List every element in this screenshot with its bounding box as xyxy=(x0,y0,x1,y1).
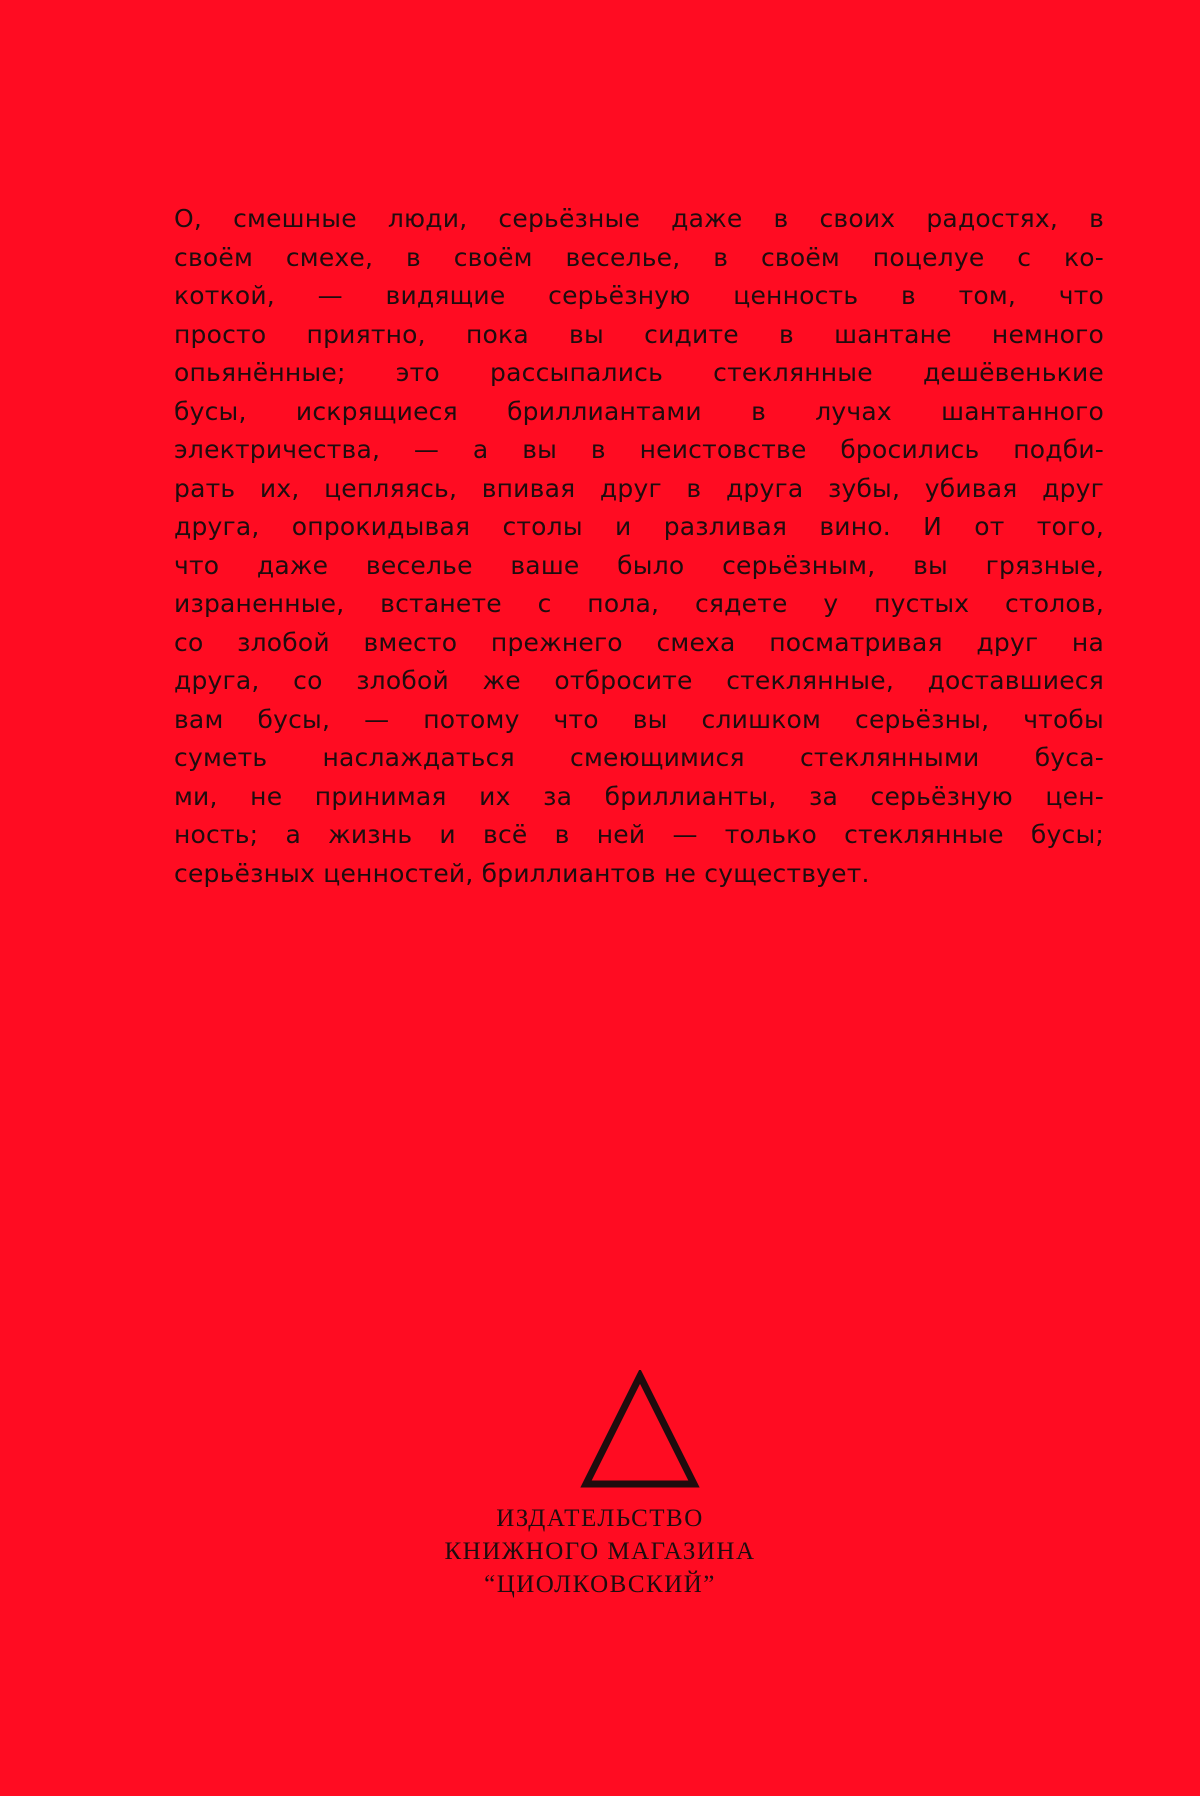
publisher-line: ИЗДАТЕЛЬСТВО xyxy=(496,1505,704,1532)
quote-line: израненные, встанете с пола, сядете у пустых столов, xyxy=(174,589,1104,618)
quote-line: ми, не принимая их за бриллианты, за серьёзную цен- xyxy=(174,781,1104,811)
quote-line: опьянённые; это рассыпались стеклянные дешёвенькие xyxy=(174,358,1104,387)
quote-line: коткой, — видящие серьёзную ценность в том, что xyxy=(174,281,1104,310)
quote-line: суметь наслаждаться смеющимися стеклянными буса- xyxy=(174,743,1104,772)
quote-line: просто приятно, пока вы сидите в шантане немного xyxy=(174,319,1104,349)
quote-line: друга, со злобой же отбросите стеклянные, доставшиеся xyxy=(174,666,1104,695)
quote-line: О, смешные люди, серьёзные даже в своих радостях, в xyxy=(174,204,1104,233)
quote-line: электричества, — а вы в неистовстве бросились подби- xyxy=(174,435,1104,464)
quote-line: серьёзных ценностей, бриллиантов не существует. xyxy=(174,858,870,888)
quote-line: что даже веселье ваше было серьёзным, вы грязные, xyxy=(174,550,1104,580)
quote-line: бусы, искрящиеся бриллиантами в лучах шантанного xyxy=(174,396,1104,426)
quote-line: ность; а жизнь и всё в ней — только стеклянные бусы; xyxy=(174,820,1104,849)
quote-text xyxy=(174,200,1104,893)
quote-line: вам бусы, — потому что вы слишком серьёзны, чтобы xyxy=(174,704,1104,734)
publisher-name: “ЦИОЛКОВСКИЙ” xyxy=(484,1571,716,1598)
quote-line: со злобой вместо прежнего смеха посматривая друг на xyxy=(174,627,1104,657)
quote-line: рать их, цепляясь, впивая друг в друга зубы, убивая друг xyxy=(174,473,1104,503)
triangle-logo-icon xyxy=(580,1370,700,1490)
publisher-line: КНИЖНОГО МАГАЗИНА xyxy=(444,1538,756,1565)
publisher-imprint xyxy=(350,1502,850,1601)
quote-line: друга, опрокидывая столы и разливая вино. И от того, xyxy=(174,512,1104,541)
quote-line: своём смехе, в своём веселье, в своём поцелуе с ко- xyxy=(174,242,1104,272)
